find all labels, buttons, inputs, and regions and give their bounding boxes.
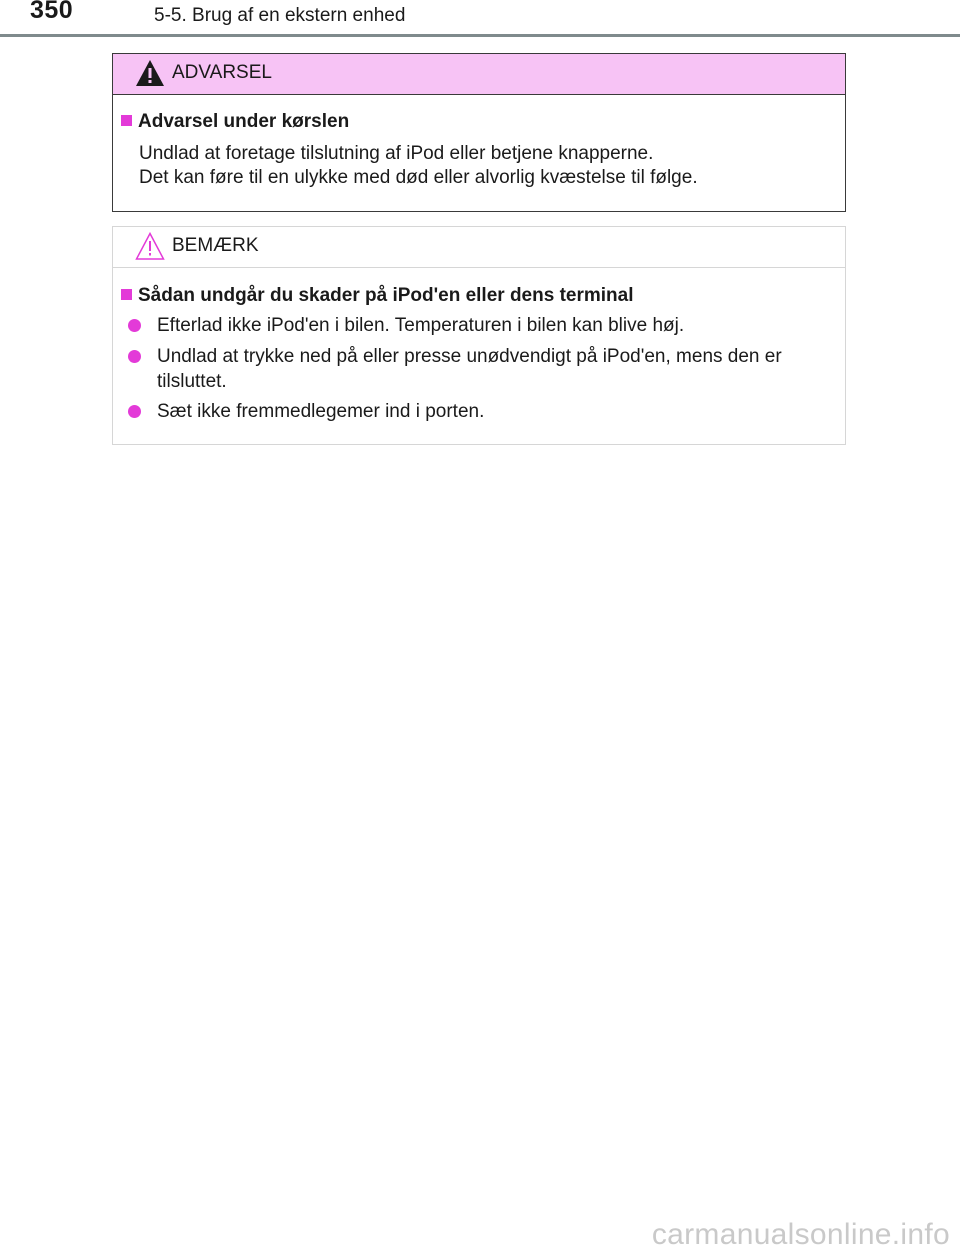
note-heading-text: Sådan undgår du skader på iPod'en eller dens terminal [138,285,634,306]
warning-box [112,53,846,212]
page-header [0,0,960,40]
warning-heading [121,111,349,133]
section-title: 5-5. Brug af en ekstern enhed [154,5,406,26]
note-bullet [128,313,843,338]
note-bullet-text: Undlad at trykke ned på eller presse unødvendigt på iPod'en, mens den er tilsluttet. [157,346,782,392]
note-label: BEMÆRK [172,235,259,256]
warning-heading-text: Advarsel under kørslen [138,111,350,132]
bullet-dot-icon [128,405,141,418]
note-box [112,226,846,445]
bullet-dot-icon [128,319,141,332]
warning-line: Det kan føre til en ulykke med død eller alvorlig kvæstelse til følge. [139,167,698,188]
caution-triangle-icon [135,232,165,260]
page-number: 350 [30,0,74,24]
note-bullet [128,399,843,424]
note-heading [121,285,633,307]
bullet-dot-icon [128,350,141,363]
note-bullet [128,344,843,394]
note-bullet-text: Sæt ikke fremmedlegemer ind i porten. [157,401,485,422]
note-bullet-text: Efterlad ikke iPod'en i bilen. Temperaturen i bilen kan blive høj. [157,315,685,336]
square-bullet-icon [121,115,132,126]
header-rule [0,34,960,37]
note-header [113,227,845,268]
watermark: carmanualsonline.info [651,1218,950,1251]
warning-label: ADVARSEL [172,62,272,83]
square-bullet-icon [121,289,132,300]
warning-triangle-icon [135,59,165,87]
warning-line: Undlad at foretage tilslutning af iPod eller betjene knapperne. [139,143,654,164]
warning-header [113,54,845,95]
